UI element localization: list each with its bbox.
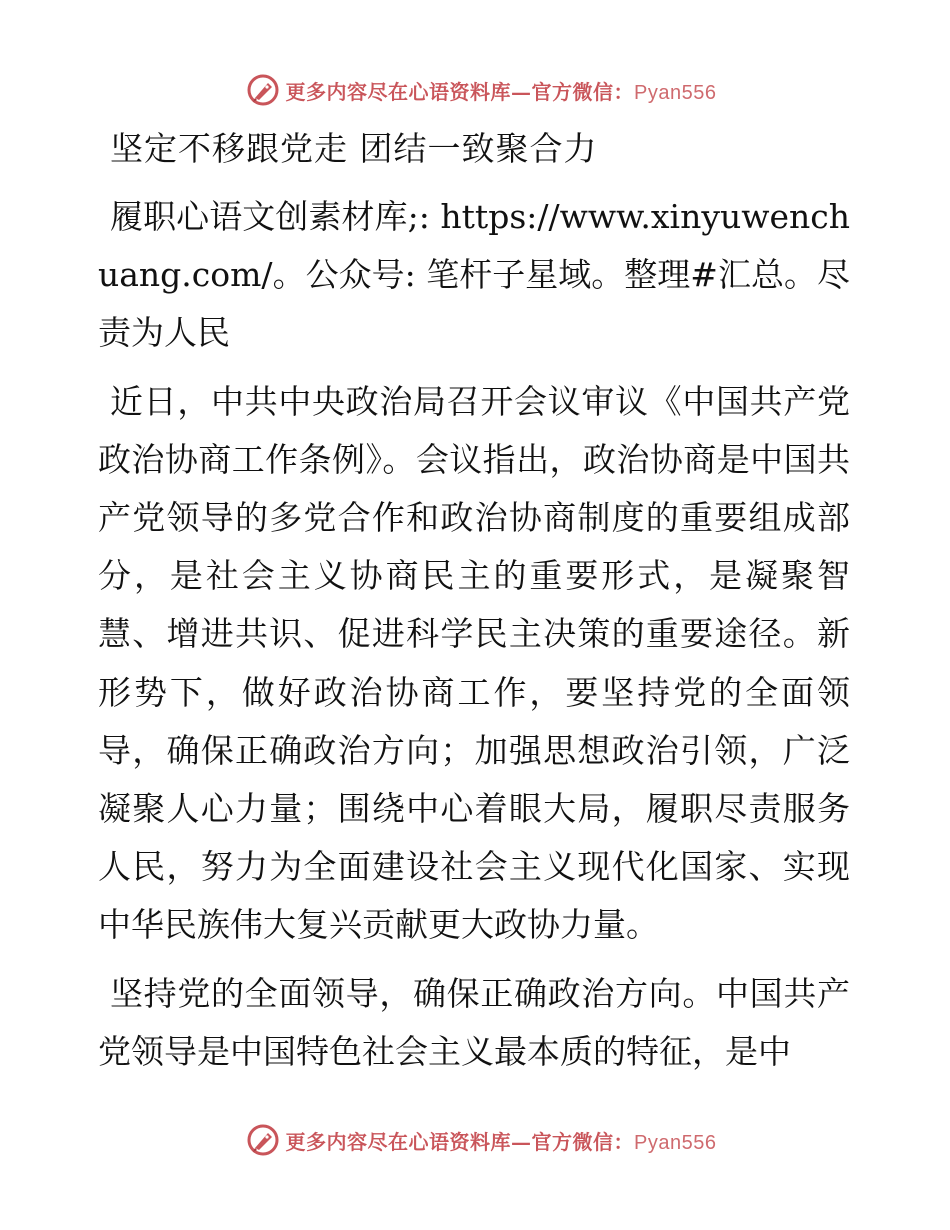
pen-nib-logo-icon — [246, 73, 280, 107]
document-body — [98, 120, 850, 1091]
source-note: 履职心语文创素材库;: https://www.xinyuwenchuang.com/。公众号: 笔杆子星域。整理#汇总。尽责为人民 — [98, 197, 850, 353]
header-banner — [0, 70, 950, 110]
footer-banner-label: 更多内容尽在心语资料库—官方微信： — [285, 1129, 635, 1154]
header-banner-text — [286, 76, 717, 105]
header-banner-label: 更多内容尽在心语资料库—官方微信： — [285, 79, 635, 104]
footer-banner-content — [234, 1123, 717, 1157]
footer-banner-wechat-id: Pyan556 — [634, 1131, 717, 1154]
pen-nib-logo-icon — [246, 1123, 280, 1157]
paragraph-1: 近日，中共中央政治局召开会议审议《中国共产党政治协商工作条例》。会议指出，政治协商是中国共产党领导的多党合作和政治协商制度的重要组成部分，是社会主义协商民主的重要形式，是凝聚智慧、增进共识、促进科学民主决策的重要途径。新形势下，做好政治协商工作，要坚持党的全面领导，确保正确政治方向；加强思想政治引领，广泛凝聚人心力量；围绕中心着眼大局，履职尽责服务人民，努力为全面建设社会主义现代化国家、实现中华民族伟大复兴贡献更大政协力量。 — [98, 381, 850, 945]
paragraph-2: 坚持党的全面领导，确保正确政治方向。中国共产党领导是中国特色社会主义最本质的特征，是中 — [98, 973, 850, 1071]
header-banner-wechat-id: Pyan556 — [634, 81, 717, 104]
footer-banner-text — [286, 1126, 717, 1155]
footer-banner — [0, 1120, 950, 1160]
document-title: 坚定不移跟党走 团结一致聚合力 — [110, 129, 598, 168]
header-banner-content — [234, 73, 717, 107]
